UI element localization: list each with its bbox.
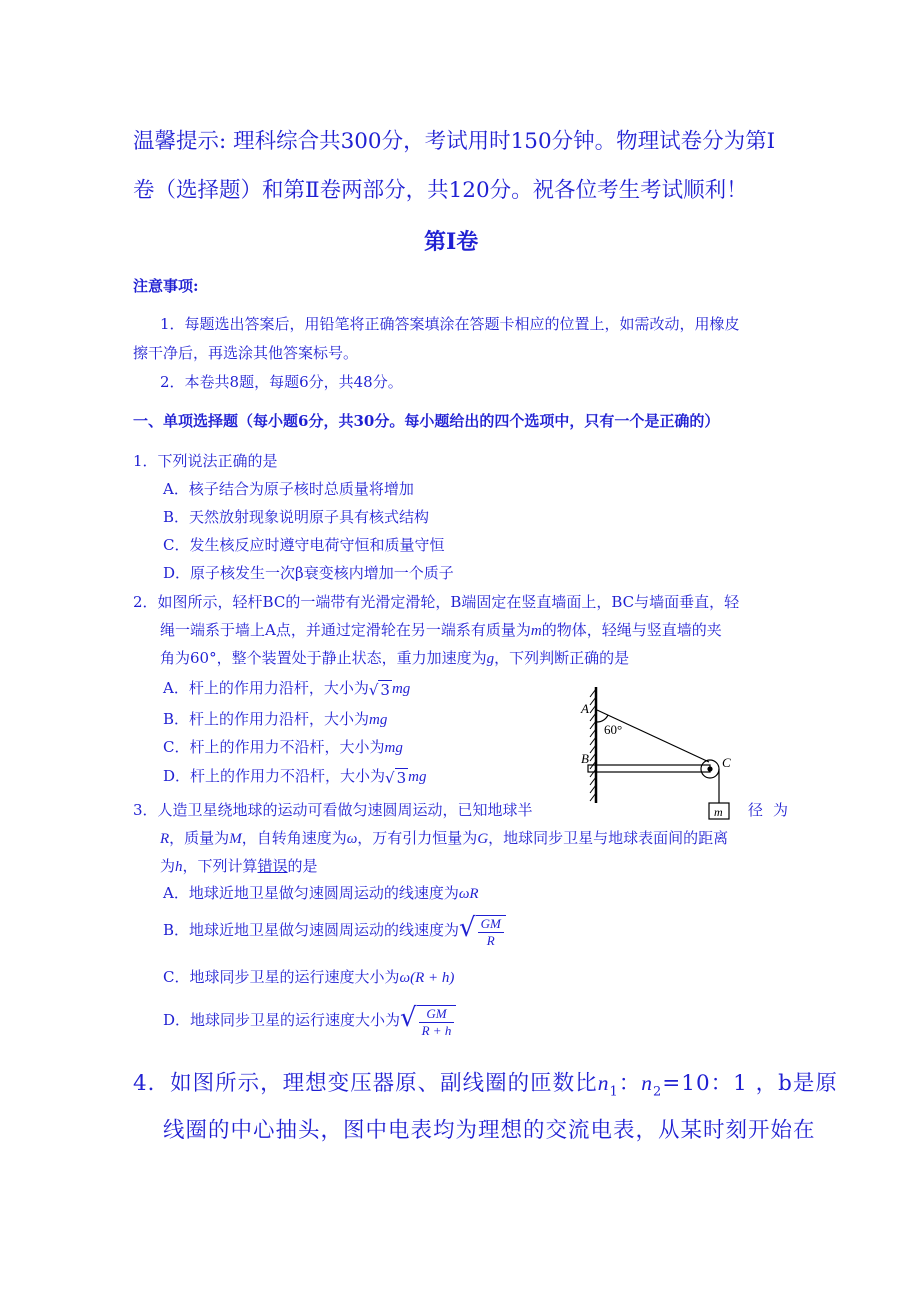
section-title: 第Ⅰ卷 <box>424 229 479 255</box>
q4-l1b: =10：1 ，b是原 <box>662 1071 838 1096</box>
q3-b-num: GM <box>478 916 504 933</box>
tip-line-1: 温馨提示: 理科综合共300分，考试用时150分钟。物理试卷分为第Ⅰ <box>133 129 776 154</box>
question-4-line-2: 线圈的中心抽头，图中电表均为理想的交流电表，从某时刻开始在 <box>163 1118 816 1143</box>
rod <box>588 765 710 772</box>
pulley-figure <box>578 685 748 825</box>
q2-d-text: D．杆上的作用力不沿杆，大小为 <box>163 767 386 785</box>
question-2-option-a <box>163 677 410 699</box>
q2-c-mg: mg <box>384 740 403 756</box>
q3-d-num: GM <box>419 1006 455 1023</box>
q3-s2d: ，地球同步卫星与地球表面间的距离 <box>488 829 729 847</box>
q2-d-radicand: 3 <box>396 768 407 787</box>
q2-stem3-b: ，下列判断正确的是 <box>494 649 630 667</box>
q3-error-word: 错误 <box>257 857 288 875</box>
q3-s3a: 为 <box>160 857 176 875</box>
label-a: A <box>581 701 589 716</box>
q2-var-g: g <box>486 651 495 667</box>
label-mass: m <box>714 805 723 819</box>
question-3-stem-line-3 <box>160 855 318 876</box>
label-b: B <box>581 751 589 766</box>
q3-var-omega: ω <box>346 831 358 847</box>
q2-stem3-a: 角为60°，整个装置处于静止状态，重力加速度为 <box>160 649 487 667</box>
q2-d-mg: mg <box>408 769 427 785</box>
q2-a-text: A．杆上的作用力沿杆，大小为 <box>163 679 369 697</box>
q3-var-g: G <box>477 831 489 847</box>
question-1-option-a: A．核子结合为原子核时总质量将增加 <box>163 480 414 498</box>
question-2-option-d <box>163 765 426 787</box>
q2-b-mg: mg <box>369 712 388 728</box>
q3-var-m: M <box>229 831 242 847</box>
q3-s2c: ，万有引力恒量为 <box>357 829 478 847</box>
notice-item-2: 2．本卷共8题，每题6分，共48分。 <box>160 373 403 391</box>
q3-s2a: ，质量为 <box>169 829 230 847</box>
q3-d-fraction <box>417 1005 457 1039</box>
question-1-option-d: D．原子核发生一次β衰变核内增加一个质子 <box>163 564 454 582</box>
question-2-option-b <box>163 708 387 729</box>
question-1-option-c: C．发生核反应时遵守电荷守恒和质量守恒 <box>163 536 445 554</box>
q2-a-radicand: 3 <box>380 680 390 699</box>
sqrt-symbol: √ $\frac{GM}{R}$ <box>459 913 506 949</box>
q3-var-r: R <box>160 831 170 847</box>
angle-arc <box>597 715 608 722</box>
q4-n1-sub: 1 <box>609 1084 619 1100</box>
q4-n2: n <box>641 1071 653 1095</box>
notice-item-1-line-1: 1．每题选出答案后，用铅笔将正确答案填涂在答题卡相应的位置上，如需改动，用橡皮 <box>160 315 740 333</box>
q2-c-text: C．杆上的作用力不沿杆，大小为 <box>163 738 385 756</box>
q3-s3c: 的是 <box>287 857 318 875</box>
q2-var-m: m <box>530 623 542 639</box>
q3-b-text: B．地球近地卫星做匀速圆周运动的线速度为 <box>163 921 460 939</box>
q4-n1: n <box>597 1071 610 1095</box>
q2-a-mg: mg <box>391 681 411 697</box>
question-3-option-d <box>163 1003 456 1039</box>
question-1-stem: 1．下列说法正确的是 <box>133 452 278 470</box>
part-one-heading: 一、单项选择题（每小题6分，共30分。每小题给出的四个选项中，只有一个是正确的） <box>133 412 720 430</box>
sqrt-symbol: √ 3 <box>385 768 407 787</box>
tip-line-2: 卷（选择题）和第Ⅱ卷两部分，共120分。祝各位考生考试顺利！ <box>133 178 748 203</box>
question-1-option-b: B．天然放射现象说明原子具有核式结构 <box>163 508 430 526</box>
q3-d-den: R + h <box>421 1023 452 1038</box>
q4-n2-sub: 2 <box>652 1084 663 1100</box>
sqrt-symbol: √ 3 <box>368 680 390 699</box>
q3-b-fraction <box>476 915 506 949</box>
q2-stem2-b: 的物体，轻绳与竖直墙的夹 <box>541 621 722 639</box>
q3-s3b: ，下列计算 <box>182 857 258 875</box>
q3-c-expr: ω(R + h) <box>399 970 455 986</box>
q2-b-text: B．杆上的作用力沿杆，大小为 <box>163 710 370 728</box>
q3-b-den: R <box>486 933 495 948</box>
question-2-option-c <box>163 736 403 757</box>
question-3-option-c <box>163 966 454 987</box>
question-3-stem-line-1-tail: 径为 <box>748 801 799 819</box>
question-3-stem-line-2 <box>160 827 728 848</box>
question-4-line-1 <box>133 1066 838 1099</box>
pulley-axle <box>708 767 712 771</box>
notice-heading: 注意事项: <box>133 277 199 295</box>
notice-item-1-line-2: 擦干净后，再选涂其他答案标号。 <box>133 344 359 362</box>
question-2-stem-line-3 <box>160 647 629 668</box>
q4-sep: ： <box>618 1071 642 1096</box>
question-3-option-b <box>163 913 506 949</box>
question-3-option-a <box>163 882 479 903</box>
question-2-stem-line-1: 2．如图所示，轻杆BC的一端带有光滑定滑轮，B端固定在竖直墙面上，BC与墙面垂直，轻 <box>133 593 740 611</box>
sqrt-symbol: √ $\frac{GM}{R + h}$ <box>400 1003 456 1039</box>
q2-stem2-a: 绳一端系于墙上A点，并通过定滑轮在另一端系有质量为 <box>160 621 531 639</box>
q3-c-text: C．地球同步卫星的运行速度大小为 <box>163 968 400 986</box>
q3-a-expr: ωR <box>458 886 479 902</box>
q4-l1a: 4．如图所示，理想变压器原、副线圈的匝数比 <box>133 1071 598 1096</box>
label-angle: 60° <box>604 722 623 737</box>
q3-d-text: D．地球同步卫星的运行速度大小为 <box>163 1011 401 1029</box>
q3-a-text: A．地球近地卫星做匀速圆周运动的线速度为 <box>163 884 459 902</box>
label-c: C <box>722 755 731 770</box>
question-3-stem-line-1: 3．人造卫星绕地球的运动可看做匀速圆周运动，已知地球半 <box>133 801 533 819</box>
q3-s2b: ，自转角速度为 <box>241 829 347 847</box>
q3-var-h: h <box>175 859 183 875</box>
question-2-stem-line-2 <box>160 619 722 640</box>
